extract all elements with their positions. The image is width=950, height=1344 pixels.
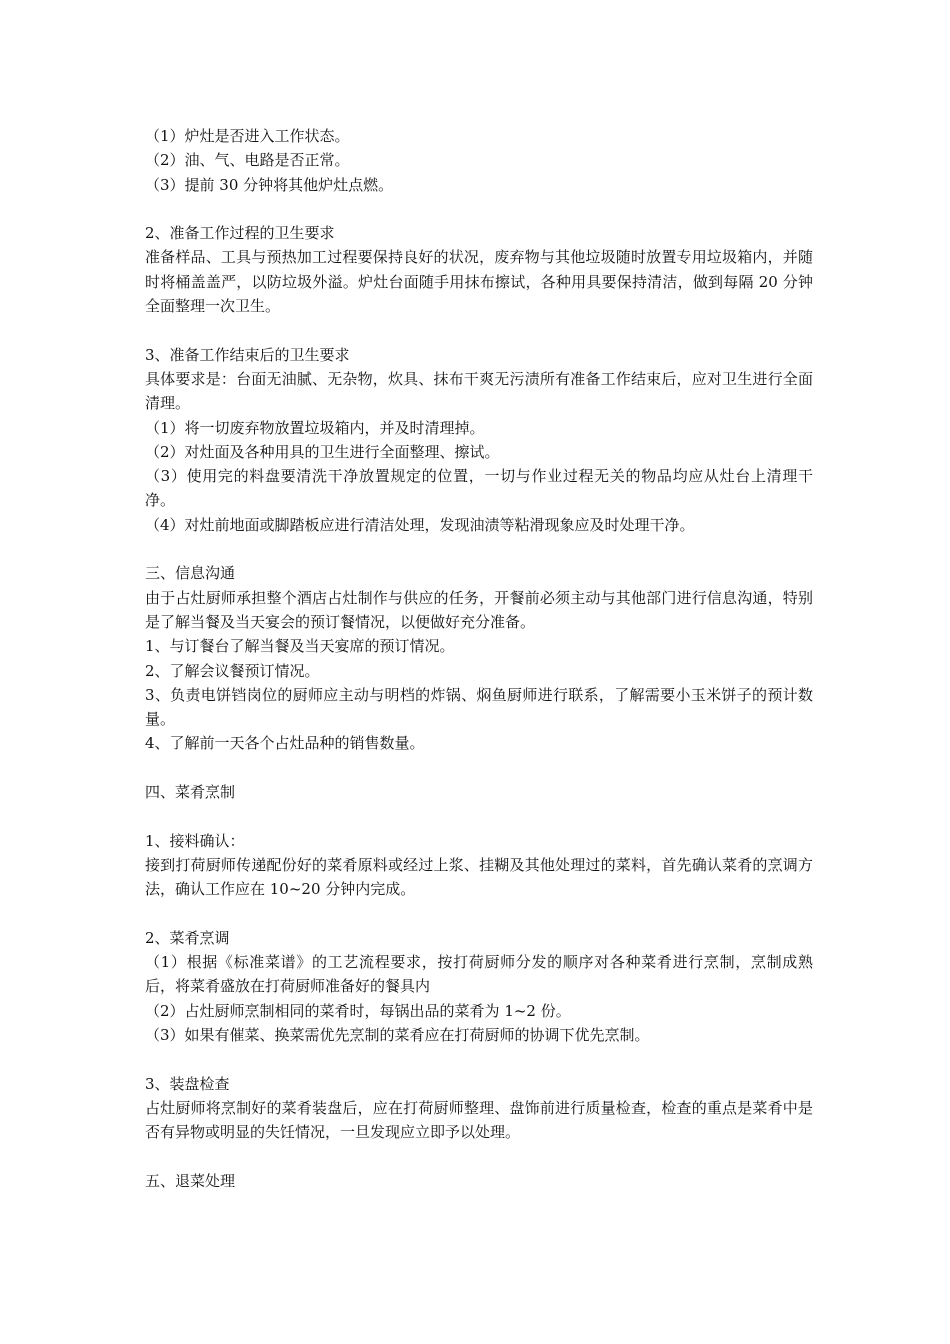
section-heading: 五、退菜处理 (145, 1171, 236, 1190)
list-item: （1）炉灶是否进入工作状态。 (145, 127, 350, 145)
list-item: 2、了解会议餐预订情况。 (145, 661, 320, 680)
paragraph-gap (145, 756, 813, 780)
paragraph: 具体要求是：台面无油腻、无杂物，炊具、抹布干爽无污渍所有准备工作结束后，应对卫生进行全面清理。 (145, 369, 813, 413)
section-heading: 三、信息沟通 (145, 564, 236, 583)
document-page (145, 124, 813, 1193)
paragraph-gap (145, 197, 813, 221)
list-item: （1）根据《标准菜谱》的工艺流程要求，按打荷厨师分发的顺序对各种菜肴进行烹制，烹制成熟后，将菜肴盛放在打荷厨师准备好的餐具内 (145, 953, 813, 996)
paragraph: 占灶厨师将烹制好的菜肴装盘后，应在打荷厨师整理、盘饰前进行质量检查，检查的重点是菜肴中是否有异物或明显的失饪情况，一旦发现应立即予以处理。 (145, 1098, 813, 1142)
section-heading: 2、菜肴烹调 (145, 928, 230, 947)
list-item: （2）对灶面及各种用具的卫生进行全面整理、擦试。 (145, 442, 500, 461)
list-item: 3、负责电饼铛岗位的厨师应主动与明档的炸锅、焖鱼厨师进行联系，了解需要小玉米饼子的预计数量。 (145, 685, 813, 729)
list-item: 4、了解前一天各个占灶品种的销售数量。 (145, 734, 425, 753)
list-item: （1）将一切废弃物放置垃圾箱内，并及时清理掉。 (145, 418, 485, 437)
paragraph-gap (145, 537, 813, 561)
paragraph-gap (145, 902, 813, 926)
section-heading: 四、菜肴烹制 (145, 783, 236, 802)
paragraph-gap (145, 318, 813, 342)
list-item: （3）如果有催菜、换菜需优先烹制的菜肴应在打荷厨师的协调下优先烹制。 (145, 1025, 650, 1044)
paragraph: 准备样品、工具与预热加工过程要保持良好的状况，废弃物与其他垃圾随时放置专用垃圾箱内，并随时将桶盖盖严，以防垃圾外溢。炉灶台面随手用抹布擦试，各种用具要保持清洁，做到每隔 20 分钟全面整理一次卫生。 (145, 248, 813, 316)
section-heading: 1、接料确认： (145, 831, 245, 850)
list-item: （2）占灶厨师烹制相同的菜肴时，每锅出品的菜肴为 1~2 份。 (145, 1001, 571, 1020)
list-item: （2）油、气、电路是否正常。 (145, 151, 350, 170)
section-heading: 3、准备工作结束后的卫生要求 (145, 345, 350, 364)
paragraph-gap (145, 804, 813, 828)
section-heading: 2、准备工作过程的卫生要求 (145, 224, 335, 243)
list-item: （3）使用完的料盘要清洗干净放置规定的位置，一切与作业过程无关的物品均应从灶台上清理干净。 (145, 467, 813, 510)
paragraph-gap (145, 1047, 813, 1071)
list-item: （4）对灶前地面或脚踏板应进行清洁处理，发现油渍等粘滑现象应及时处理干净。 (145, 515, 695, 534)
section-heading: 3、装盘检查 (145, 1074, 230, 1093)
paragraph-gap (145, 1144, 813, 1168)
paragraph: 接到打荷厨师传递配份好的菜肴原料或经过上浆、挂糊及其他处理过的菜料，首先确认菜肴的烹调方法，确认工作应在 10~20 分钟内完成。 (145, 855, 813, 899)
paragraph: 由于占灶厨师承担整个酒店占灶制作与供应的任务，开餐前必须主动与其他部门进行信息沟通，特别是了解当餐及当天宴会的预订餐情况，以便做好充分准备。 (145, 588, 813, 631)
list-item: 1、与订餐台了解当餐及当天宴席的预订情况。 (145, 637, 455, 656)
list-item: （3）提前 30 分钟将其他炉灶点燃。 (145, 175, 394, 194)
